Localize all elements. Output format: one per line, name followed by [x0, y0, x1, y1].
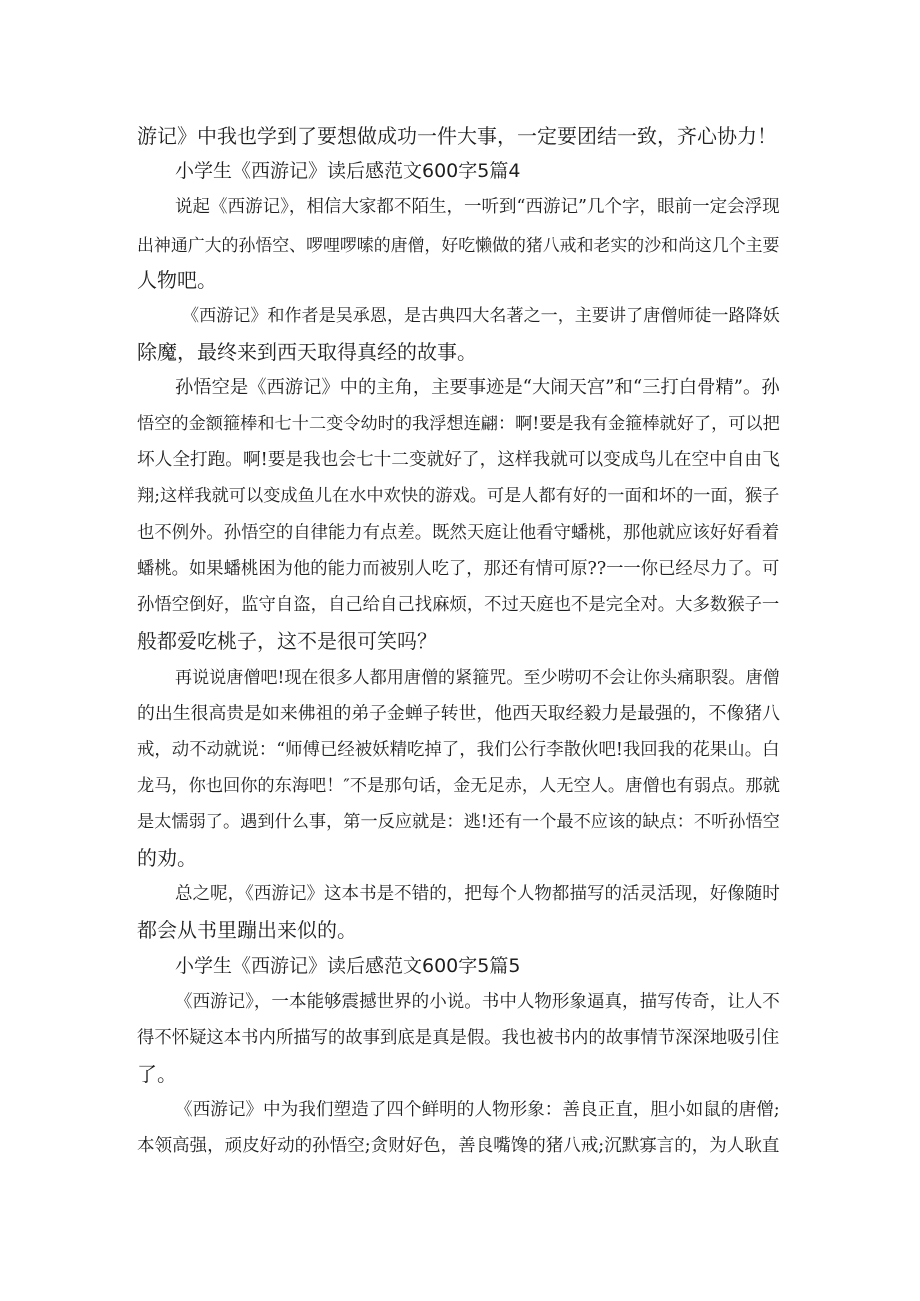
- text-line: 是太懦弱了。遇到什么事，第一反应就是：逃!还有一个最不应该的缺点：不听孙悟空: [137, 812, 780, 832]
- text-line: 的劝。: [137, 846, 197, 870]
- text-line: 出神通广大的孙悟空、啰哩啰嗦的唐僧，好吃懒做的猪八戒和老实的沙和尚这几个主要: [137, 235, 780, 255]
- text-line: 《西游记》和作者是吴承恩，是古典四大名著之一，主要讲了唐僧师徒一路降妖: [182, 306, 780, 326]
- text-line: 《西游记》中为我们塑造了四个鲜明的人物形象：善良正直，胆小如鼠的唐僧;: [175, 1100, 780, 1120]
- text-line: 说起《西游记》，相信大家都不陌生，一听到“西游记”几个字，眼前一定会浮现: [175, 197, 780, 217]
- text-line: 了。: [137, 1062, 177, 1086]
- text-line: 的出生很高贵是如来佛祖的弟子金蝉子转世，他西天取经毅力是最强的，不像猪八: [137, 703, 780, 724]
- text-line: 再说说唐僧吧!现在很多人都用唐僧的紧箍咒。至少唠叨不会让你头痛职裂。唐僧: [175, 668, 780, 688]
- text-line: 般都爱吃桃子，这不是很可笑吗？: [137, 629, 437, 653]
- section-heading: 小学生《西游记》读后感范文600字5篇4: [175, 160, 521, 182]
- text-line: 也不例外。孙悟空的自律能力有点差。既然天庭让他看守蟠桃，那他就应该好好看着: [137, 523, 780, 543]
- text-line: 戒，动不动就说：“师傅已经被妖精吃掉了，我们公行李散伙吧!我回我的花果山。白: [137, 740, 780, 760]
- text-line: 游记》中我也学到了要想做成功一件大事，一定要团结一致，齐心协力！: [137, 124, 777, 148]
- text-line: 蟠桃。如果蟠桃困为他的能力而被别人吃了，那还有情可原??一一你已经尽力了。可: [137, 559, 780, 579]
- section-heading: 小学生《西游记》读后感范文600字5篇5: [175, 955, 521, 977]
- text-line: 《西游记》，一本能够震撼世界的小说。书中人物形象逼真，描写传奇，让人不: [175, 992, 780, 1012]
- text-line: 除魔，最终来到西天取得真经的故事。: [137, 340, 477, 364]
- text-line: 悟空的金额箍棒和七十二变令幼时的我浮想连翩：啊!要是我有金箍棒就好了，可以把: [137, 414, 780, 434]
- text-line: 总之呢，《西游记》这本书是不错的，把每个人物都描写的活灵活现，好像随时: [175, 884, 780, 904]
- text-line: 龙马，你也回你的东海吧！″不是那句话，金无足赤，人无空人。唐僧也有弱点。那就: [137, 776, 780, 796]
- text-line: 孙悟空倒好，监守自盗，自己给自己找麻烦，不过天庭也不是完全对。大多数猴子一: [137, 595, 780, 615]
- text-line: 坏人全打跑。啊!要是我也会七十二变就好了，这样我就可以变成鸟儿在空中自由飞: [137, 450, 780, 470]
- text-line: 人物吧。: [137, 268, 217, 292]
- text-line: 翔;这样我就可以变成鱼儿在水中欢快的游戏。可是人都有好的一面和坏的一面，猴子: [137, 486, 780, 506]
- text-line: 孙悟空是《西游记》中的主角，主要事迹是“大闹天宫”和“三打白骨精”。孙: [175, 377, 780, 398]
- text-line: 都会从书里蹦出来似的。: [137, 918, 357, 942]
- text-line: 得不怀疑这本书内所描写的故事到底是真是假。我也被书内的故事情节深深地吸引住: [137, 1028, 780, 1048]
- text-line: 本领高强，顽皮好动的孙悟空;贪财好色，善良嘴馋的猪八戒;沉默寡言的，为人耿直: [137, 1136, 780, 1156]
